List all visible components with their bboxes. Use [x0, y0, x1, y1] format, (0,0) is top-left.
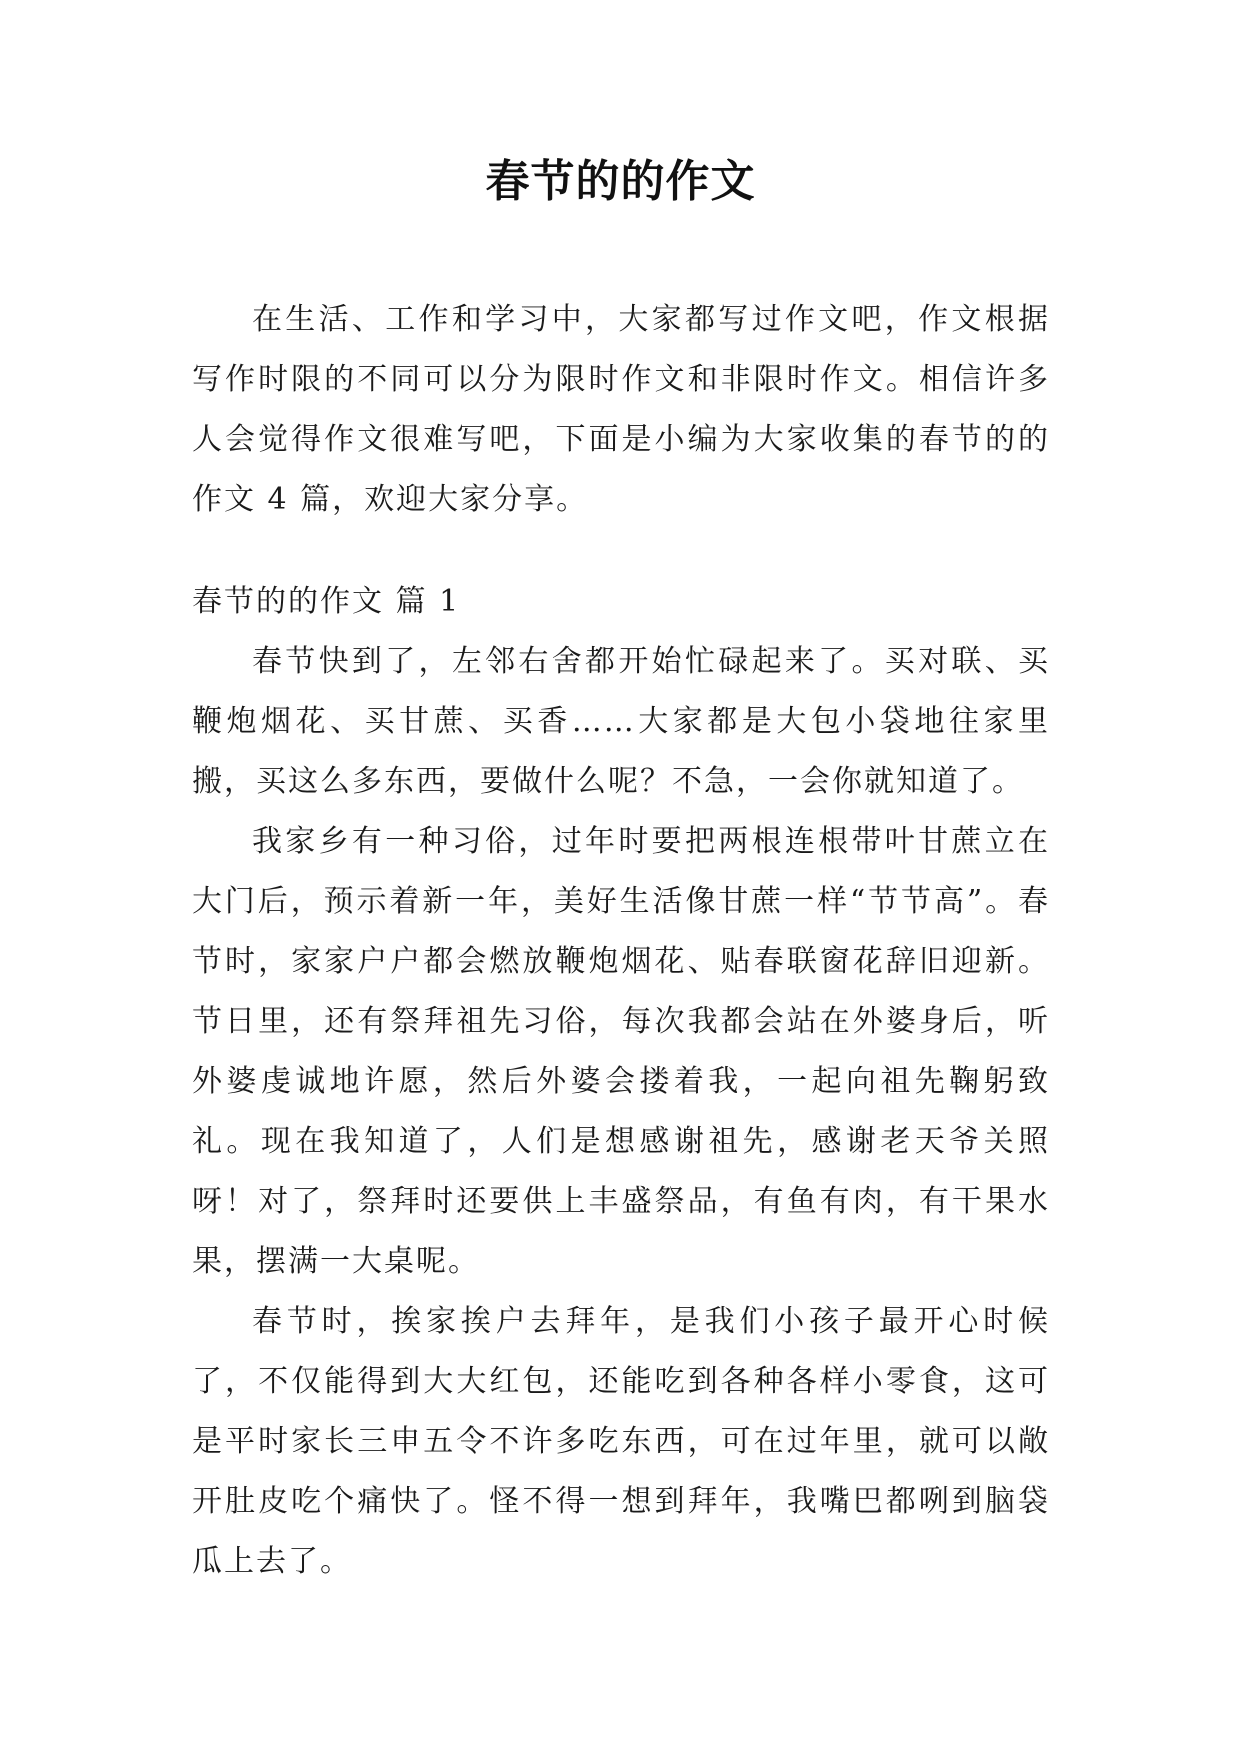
section-heading: 春节的的作文 篇 1 — [192, 584, 461, 619]
body-paragraph-1: 春节快到了，左邻右舍都开始忙碌起来了。买对联、买鞭炮烟花、买甘蔗、买香……大家都是大包小袋地往家里搬，买这么多东西，要做什么呢？不急，一会你就知道了。 — [192, 644, 1050, 799]
document-title: 春节的的作文 — [485, 156, 756, 207]
document-body — [192, 290, 1050, 1592]
body-paragraph-2: 我家乡有一种习俗，过年时要把两根连根带叶甘蔗立在大门后，预示着新一年，美好生活像甘蔗一样“节节高”。春节时，家家户户都会燃放鞭炮烟花、贴春联窗花辞旧迎新。节日里，还有祭拜祖先习俗，每次我都会站在外婆身后，听外婆虔诚地许愿，然后外婆会搂着我，一起向祖先鞠躬致礼。现在我知道了，人们是想感谢祖先，感谢老天爷关照呀！对了，祭拜时还要供上丰盛祭品，有鱼有肉，有干果水果，摆满一大桌呢。 — [192, 824, 1050, 1279]
intro-paragraph: 在生活、工作和学习中，大家都写过作文吧，作文根据写作时限的不同可以分为限时作文和非限时作文。相信许多人会觉得作文很难写吧，下面是小编为大家收集的春节的的作文 4 篇，欢迎大家分享。 — [192, 302, 1050, 517]
section-spacer — [192, 530, 1050, 572]
body-paragraph-3: 春节时，挨家挨户去拜年，是我们小孩子最开心时候了，不仅能得到大大红包，还能吃到各种各样小零食，这可是平时家长三申五令不许多吃东西，可在过年里，就可以敞开肚皮吃个痛快了。怪不得一想到拜年，我嘴巴都咧到脑袋瓜上去了。 — [192, 1304, 1050, 1579]
